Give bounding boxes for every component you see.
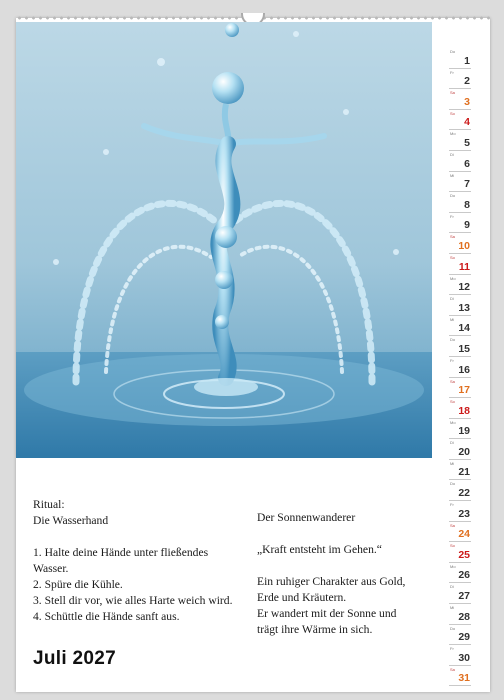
- ritual-step: Wasser.: [33, 562, 69, 575]
- day-number: 26: [458, 569, 470, 582]
- weekday-abbrev: Sa: [450, 378, 455, 384]
- month-label: Juli 2027: [33, 648, 116, 669]
- calendar-day: [449, 501, 471, 522]
- calendar-day: [449, 398, 471, 419]
- weekday-abbrev: Mo: [450, 131, 456, 137]
- weekday-abbrev: Mi: [450, 172, 455, 178]
- calendar-day: [449, 625, 471, 646]
- calendar-day: [449, 89, 471, 110]
- day-number: 18: [458, 404, 470, 417]
- calendar-day: [449, 480, 471, 501]
- weekday-abbrev: Fr: [450, 213, 454, 219]
- day-number: 19: [458, 425, 470, 438]
- calendar-day: [449, 666, 471, 687]
- weekday-abbrev: So: [450, 254, 455, 260]
- calendar-day: [449, 69, 471, 90]
- weekday-abbrev: Do: [450, 49, 456, 54]
- day-number: 9: [464, 219, 470, 232]
- calendar-day: [449, 233, 471, 254]
- day-number: 13: [458, 301, 470, 314]
- day-number: 21: [458, 466, 470, 479]
- weekday-abbrev: Do: [450, 193, 456, 199]
- calendar-day: [449, 357, 471, 378]
- water-figure-illustration: [16, 22, 432, 458]
- calendar-day: [449, 439, 471, 460]
- ritual-step: 4. Schüttle die Hände sanft aus.: [33, 610, 180, 623]
- calendar-day: [449, 316, 471, 337]
- day-number: 20: [458, 445, 470, 458]
- day-number: 22: [458, 487, 470, 500]
- day-number: 5: [464, 136, 470, 149]
- weekday-abbrev: Sa: [450, 522, 455, 528]
- ritual-name: Die Wasserhand: [33, 514, 109, 527]
- calendar-day: [449, 254, 471, 275]
- day-number: 4: [464, 116, 470, 129]
- calendar-day: [449, 192, 471, 213]
- weekday-abbrev: Di: [450, 296, 454, 302]
- weekday-abbrev: Sa: [450, 90, 455, 96]
- weekday-abbrev: Sa: [450, 666, 455, 672]
- character-description-line: Erde und Kräutern.: [257, 591, 347, 604]
- day-number: 6: [464, 157, 470, 170]
- day-column: [449, 48, 471, 686]
- day-number: 3: [464, 95, 470, 108]
- ritual-title: Ritual:: [33, 498, 65, 511]
- day-number: 27: [458, 590, 470, 603]
- calendar-day: [449, 583, 471, 604]
- weekday-abbrev: Mo: [450, 419, 456, 425]
- ritual-step: 2. Spüre die Kühle.: [33, 578, 123, 591]
- calendar-day: [449, 336, 471, 357]
- weekday-abbrev: Fr: [450, 502, 454, 508]
- weekday-abbrev: Di: [450, 440, 454, 446]
- day-number: 30: [458, 651, 470, 664]
- weekday-abbrev: Mo: [450, 563, 456, 569]
- weekday-abbrev: So: [450, 543, 455, 549]
- calendar-day: [449, 275, 471, 296]
- weekday-abbrev: Mi: [450, 316, 455, 322]
- calendar-day: [449, 110, 471, 131]
- calendar-day: [449, 542, 471, 563]
- character-description-line: Er wandert mit der Sonne und: [257, 607, 397, 620]
- weekday-abbrev: Di: [450, 151, 454, 157]
- calendar-day: [449, 460, 471, 481]
- day-number: 14: [458, 322, 470, 335]
- calendar-day: [449, 604, 471, 625]
- character-description-line: trägt ihre Wärme in sich.: [257, 623, 373, 636]
- calendar-day: [449, 563, 471, 584]
- day-number: 24: [458, 528, 470, 541]
- weekday-abbrev: So: [450, 110, 455, 116]
- weekday-abbrev: Fr: [450, 646, 454, 652]
- weekday-abbrev: Do: [450, 337, 456, 343]
- calendar-day: [449, 48, 471, 69]
- day-number: 8: [464, 198, 470, 211]
- calendar-day: [449, 645, 471, 666]
- calendar-day: [449, 419, 471, 440]
- day-number: 16: [458, 363, 470, 376]
- weekday-abbrev: Sa: [450, 234, 455, 240]
- day-number: 31: [458, 672, 470, 685]
- ritual-text: [33, 497, 248, 625]
- calendar-day: [449, 295, 471, 316]
- day-number: 12: [458, 281, 470, 294]
- character-text: [257, 510, 432, 638]
- character-title: Der Sonnenwanderer: [257, 511, 356, 524]
- calendar-day: [449, 213, 471, 234]
- calendar-day: [449, 172, 471, 193]
- ritual-step: 3. Stell dir vor, wie alles Harte weich wird.: [33, 594, 233, 607]
- day-number: 23: [458, 507, 470, 520]
- calendar-day: [449, 151, 471, 172]
- weekday-abbrev: Fr: [450, 357, 454, 363]
- day-number: 15: [458, 342, 470, 355]
- calendar-day: [449, 130, 471, 151]
- day-number: 17: [458, 384, 470, 397]
- weekday-abbrev: Mo: [450, 275, 456, 281]
- weekday-abbrev: Di: [450, 584, 454, 590]
- weekday-abbrev: Do: [450, 625, 456, 631]
- water-drop-photo: [16, 22, 432, 458]
- weekday-abbrev: Mi: [450, 460, 455, 466]
- weekday-abbrev: So: [450, 399, 455, 405]
- weekday-abbrev: Do: [450, 481, 456, 487]
- ritual-step: 1. Halte deine Hände unter fließendes: [33, 546, 209, 559]
- day-number: 7: [464, 178, 470, 191]
- character-description-line: Ein ruhiger Charakter aus Gold,: [257, 575, 406, 588]
- day-number: 28: [458, 610, 470, 623]
- character-quote: „Kraft entsteht im Gehen.“: [257, 543, 382, 556]
- day-number: 10: [458, 239, 470, 252]
- day-number: 1: [464, 54, 470, 67]
- day-number: 2: [464, 75, 470, 88]
- weekday-abbrev: Fr: [450, 69, 454, 75]
- weekday-abbrev: Mi: [450, 605, 455, 611]
- calendar-day: [449, 522, 471, 543]
- day-number: 29: [458, 631, 470, 644]
- day-number: 11: [458, 260, 470, 273]
- day-number: 25: [458, 548, 470, 561]
- calendar-day: [449, 378, 471, 399]
